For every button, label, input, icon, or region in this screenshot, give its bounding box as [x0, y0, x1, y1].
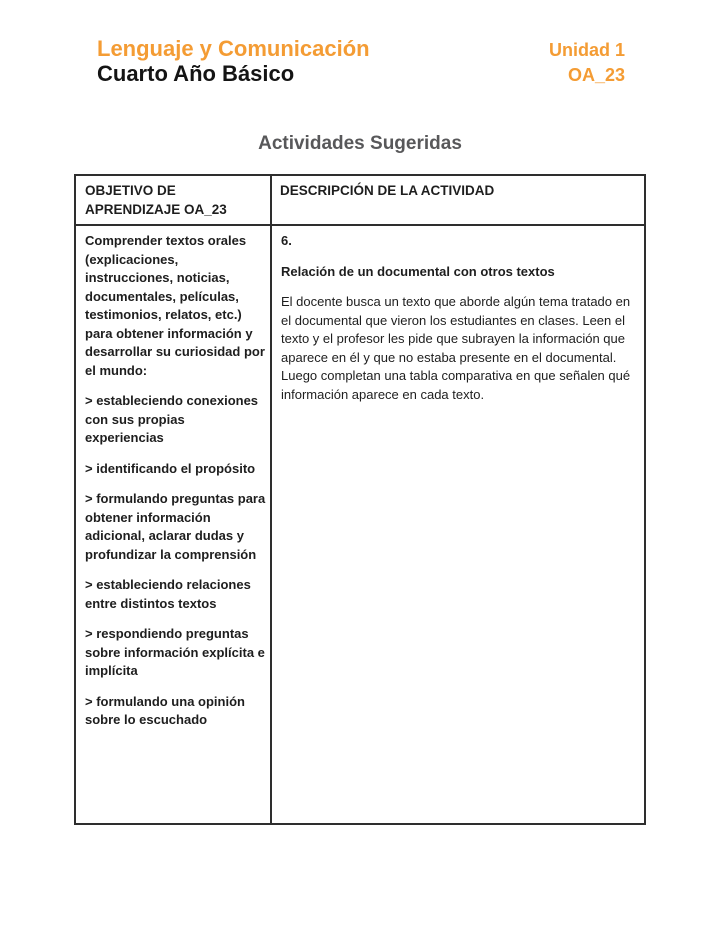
objective-cell — [75, 225, 271, 824]
activities-table — [74, 174, 646, 825]
objective-bullet: > formulando una opinión sobre lo escuchado — [85, 693, 245, 727]
objective-bullet: > formulando preguntas para obtener información adicional, aclarar dudas y profundizar la comprensión — [85, 491, 266, 562]
objective-bullet: > identificando el propósito — [85, 460, 256, 476]
table-body-row — [75, 225, 645, 824]
objective-intro: Comprender textos orales (explicaciones, instrucciones, noticias, documentales, películas, testimonios, relatos, etc.) para obtener información y desarrollar su curiosidad por el mundo: — [85, 233, 265, 378]
header-right-block — [549, 36, 625, 88]
activities-table-head — [75, 175, 645, 225]
unit-label: Unidad 1 — [548, 40, 625, 60]
activity-description: El docente busca un texto que aborde algún tema tratado en el documental que vieron los estudiantes en clases. Leen el texto y el profesor les pide que subrayen la información que aparece en él y que no estaba presente en el documental. Luego completan una tabla comparativa en que señalen qué información aparece en cada texto. — [281, 294, 631, 402]
subject-title: Lenguaje y Comunicación — [97, 36, 370, 61]
activity-number: 6. — [281, 233, 292, 248]
activity-title: Relación de un documental con otros textos — [281, 263, 555, 279]
objective-bullet: > estableciendo conexiones con sus propias experiencias — [85, 393, 259, 445]
document-header — [97, 36, 625, 88]
activity-header-cell: DESCRIPCIÓN DE LA ACTIVIDAD — [271, 175, 645, 225]
table-header-row — [75, 175, 645, 225]
objective-bullet: > respondiendo preguntas sobre información explícita e implícita — [85, 626, 265, 678]
oa-code-label: OA_23 — [567, 65, 625, 85]
grade-title: Cuarto Año Básico — [97, 61, 295, 86]
objective-bullet: > estableciendo relaciones entre distintos textos — [85, 577, 251, 611]
objective-header-cell: OBJETIVO DE APRENDIZAJE OA_23 — [75, 175, 271, 225]
activity-cell — [271, 225, 645, 824]
section-title: Actividades Sugeridas — [258, 133, 462, 154]
activities-table-body — [75, 225, 645, 824]
header-left-block — [97, 36, 370, 86]
